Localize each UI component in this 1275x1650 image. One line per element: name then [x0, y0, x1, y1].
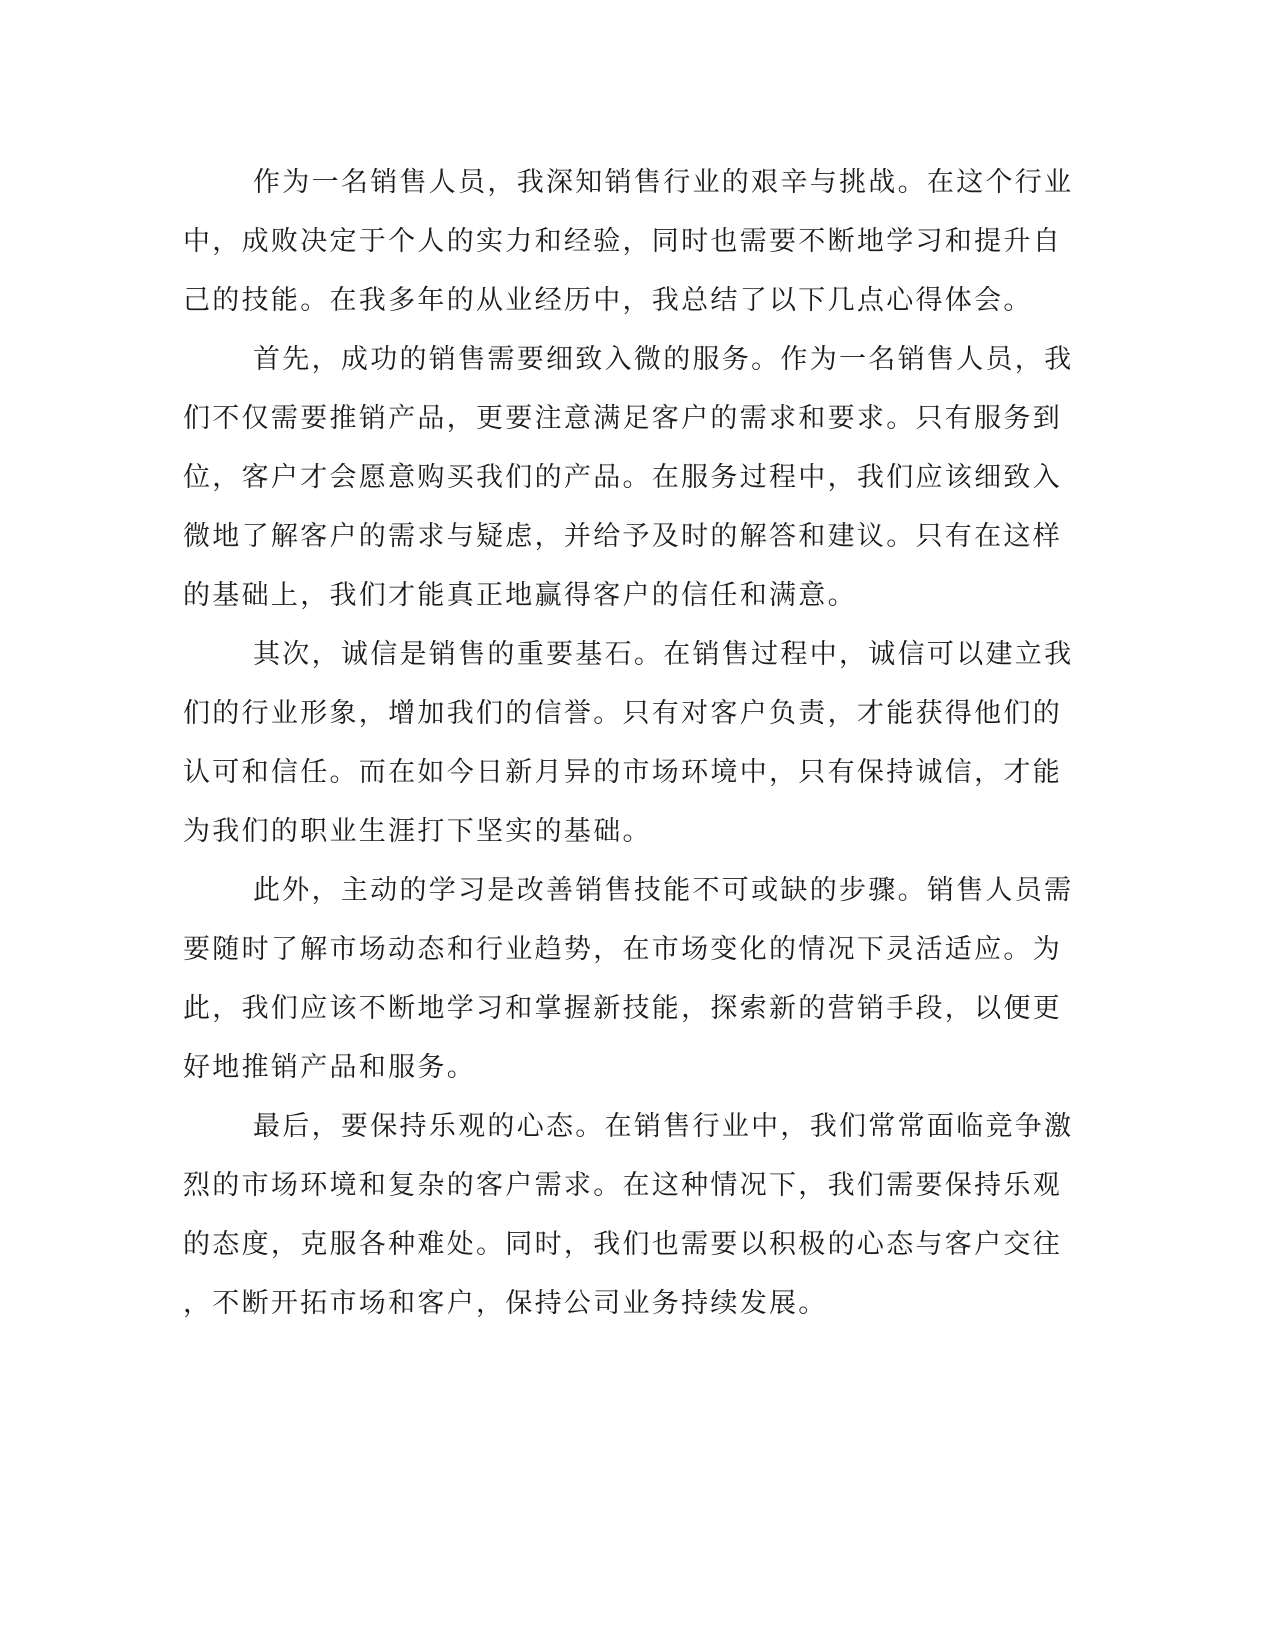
- text-line: 中，成败决定于个人的实力和经验，同时也需要不断地学习和提升自: [183, 226, 1062, 257]
- text-line: ，不断开拓市场和客户，保持公司业务持续发展。: [183, 1288, 828, 1319]
- text-line: 认可和信任。而在如今日新月异的市场环境中，只有保持诚信，才能: [183, 757, 1062, 788]
- text-line: 微地了解客户的需求与疑虑，并给予及时的解答和建议。只有在这样: [183, 521, 1062, 552]
- text-line: 们不仅需要推销产品，更要注意满足客户的需求和要求。只有服务到: [183, 403, 1062, 434]
- paragraph-service: [183, 330, 1074, 625]
- text-line: 位，客户才会愿意购买我们的产品。在服务过程中，我们应该细致入: [183, 462, 1062, 493]
- document-body: [183, 153, 1074, 1333]
- paragraph-integrity: [183, 625, 1074, 861]
- text-line: 要随时了解市场动态和行业趋势，在市场变化的情况下灵活适应。为: [183, 934, 1062, 965]
- text-line: 烈的市场环境和复杂的客户需求。在这种情况下，我们需要保持乐观: [183, 1170, 1062, 1201]
- text-line: 们的行业形象，增加我们的信誉。只有对客户负责，才能获得他们的: [183, 698, 1062, 729]
- text-line: 的基础上，我们才能真正地赢得客户的信任和满意。: [183, 580, 857, 611]
- text-line: 此，我们应该不断地学习和掌握新技能，探索新的营销手段，以便更: [183, 993, 1062, 1024]
- text-line: 首先，成功的销售需要细致入微的服务。作为一名销售人员，我: [253, 344, 1074, 375]
- paragraph-intro: [183, 153, 1074, 330]
- paragraph-attitude: [183, 1097, 1074, 1333]
- text-line: 其次，诚信是销售的重要基石。在销售过程中，诚信可以建立我: [253, 639, 1074, 670]
- text-line: 作为一名销售人员，我深知销售行业的艰辛与挑战。在这个行业: [253, 167, 1074, 198]
- text-line: 好地推销产品和服务。: [183, 1052, 476, 1083]
- text-line: 为我们的职业生涯打下坚实的基础。: [183, 816, 652, 847]
- text-line: 己的技能。在我多年的从业经历中，我总结了以下几点心得体会。: [183, 285, 1033, 316]
- text-line: 最后，要保持乐观的心态。在销售行业中，我们常常面临竞争激: [253, 1111, 1074, 1142]
- text-line: 的态度，克服各种难处。同时，我们也需要以积极的心态与客户交往: [183, 1229, 1062, 1260]
- text-line: 此外，主动的学习是改善销售技能不可或缺的步骤。销售人员需: [253, 875, 1074, 906]
- paragraph-learning: [183, 861, 1074, 1097]
